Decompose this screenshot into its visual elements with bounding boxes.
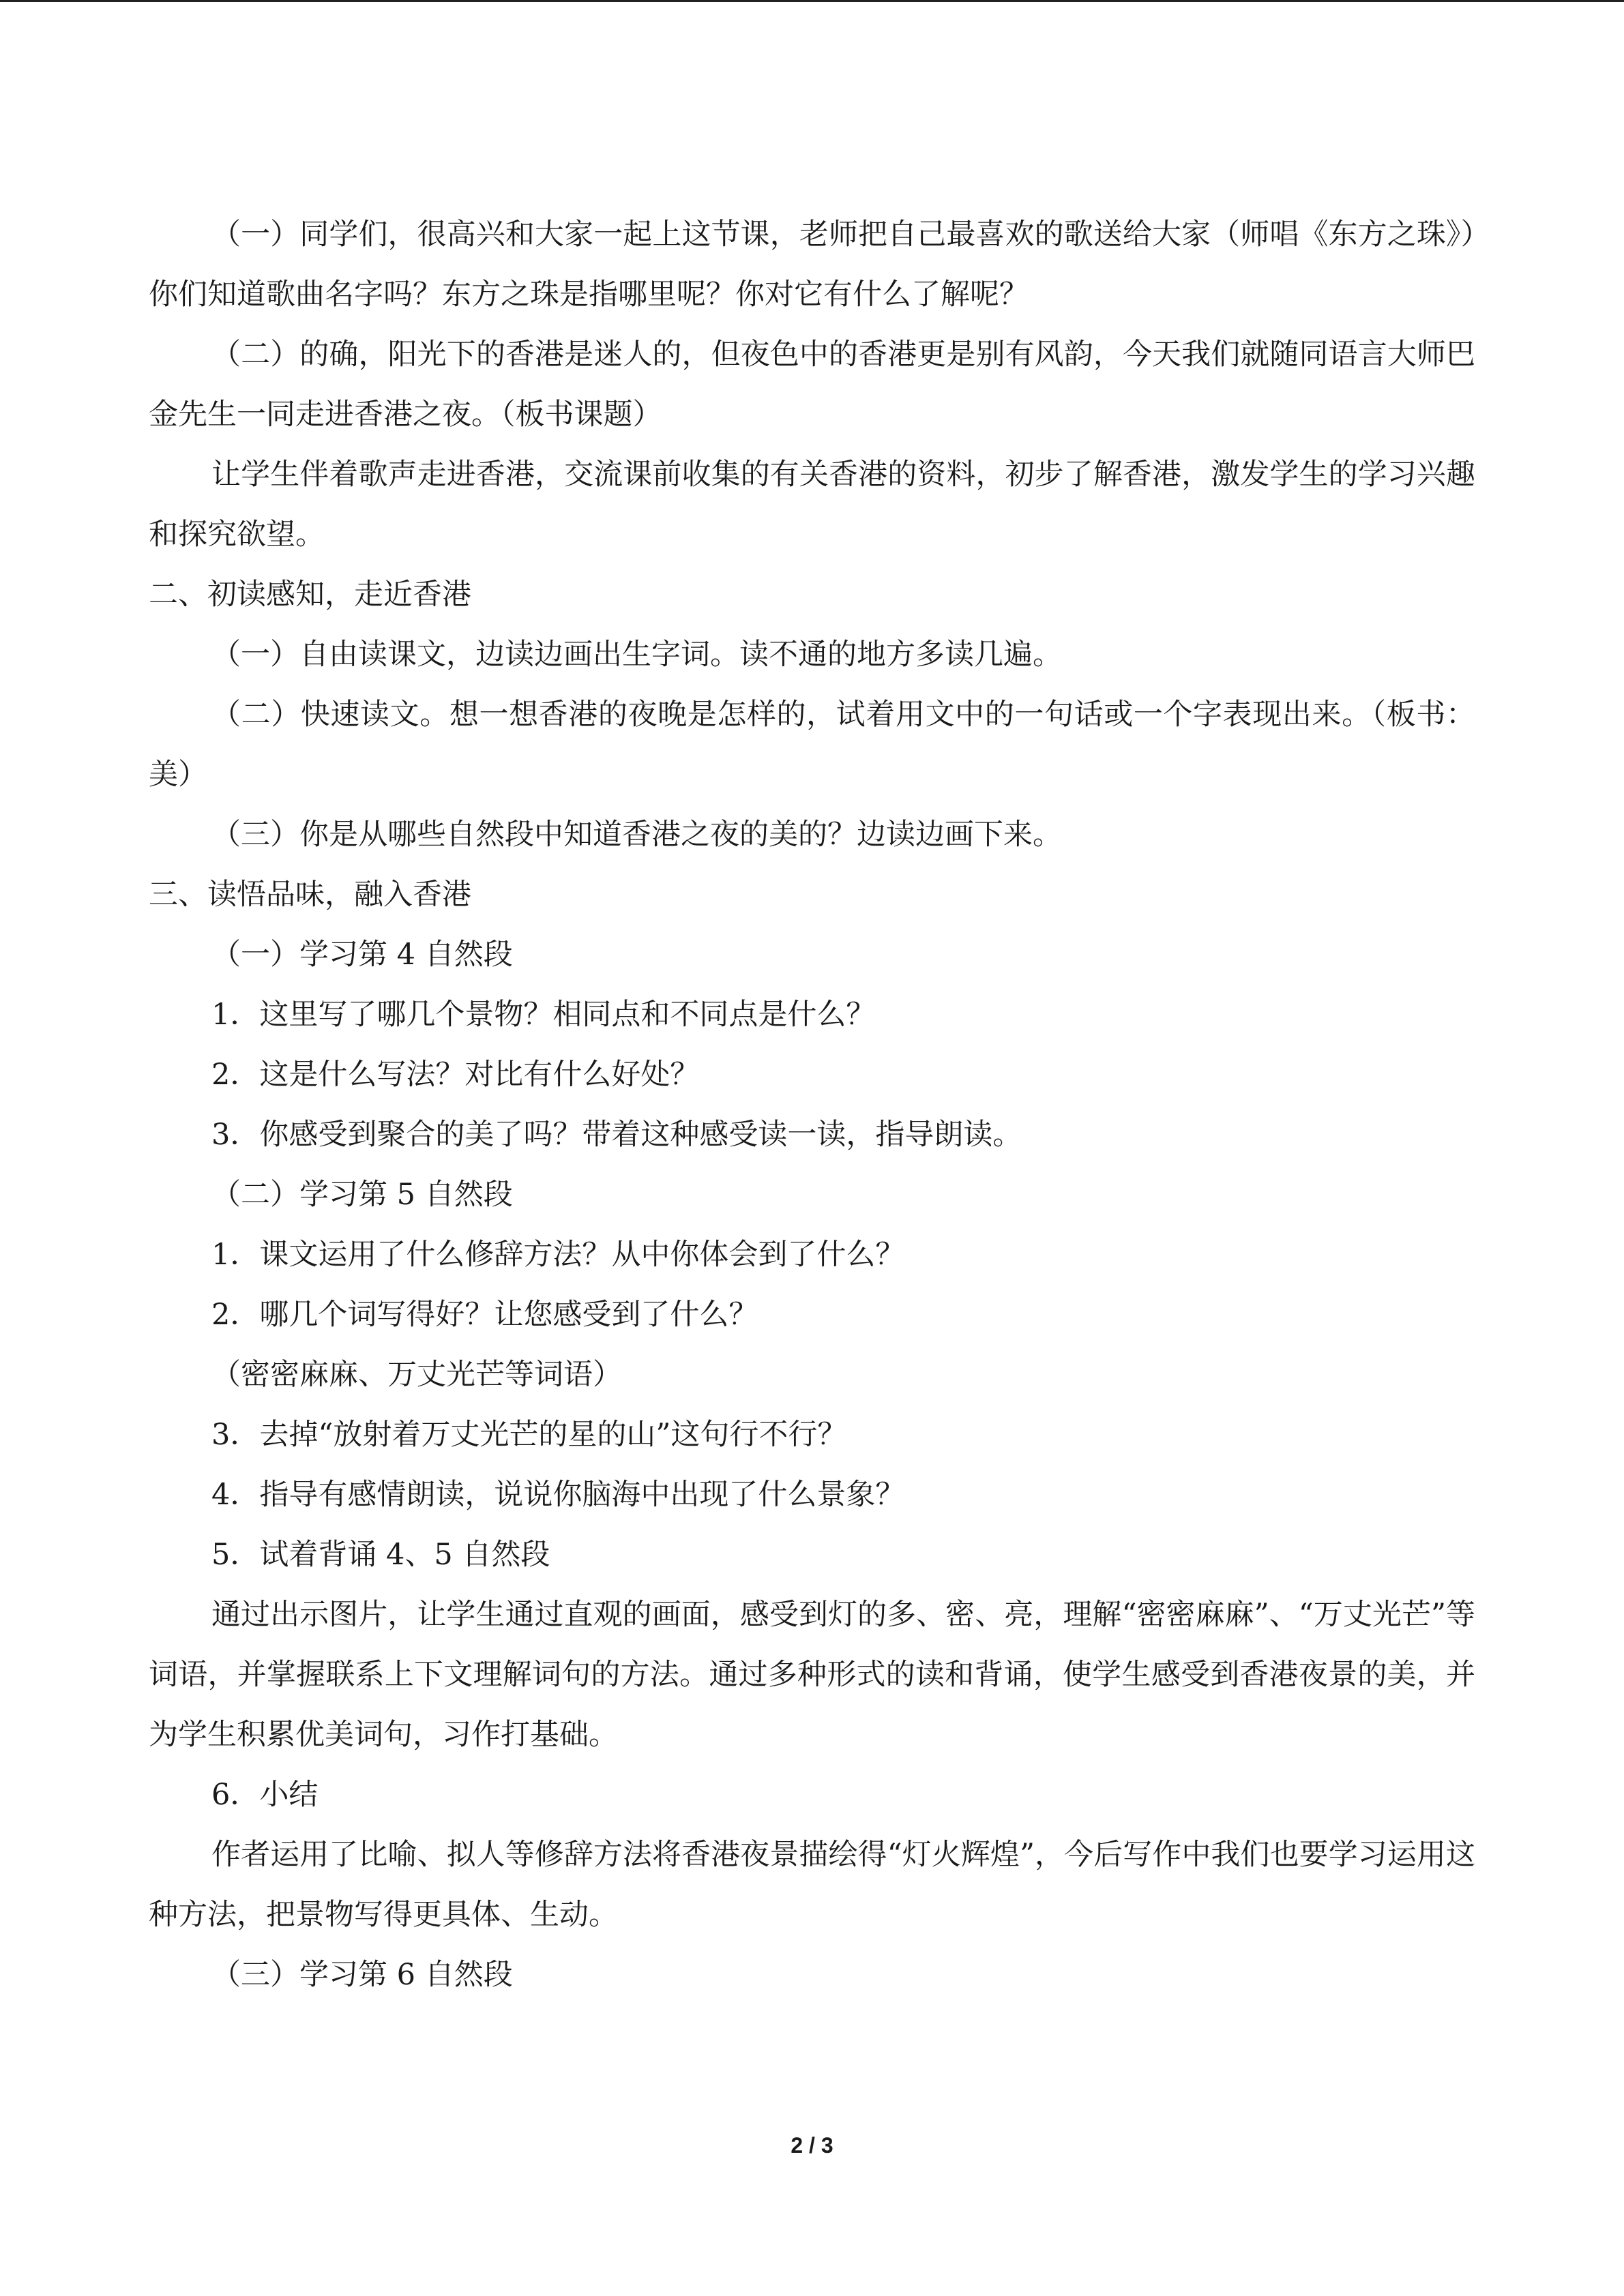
note-line: （密密麻麻、万丈光芒等词语） xyxy=(211,1358,622,1392)
subsection-heading: （一）学习第 4 自然段 xyxy=(211,938,513,972)
subsection-heading: （二）学习第 5 自然段 xyxy=(211,1178,513,1212)
text-line: （三）你是从哪些自然段中知道香港之夜的美的？边读边画下来。 xyxy=(211,818,1062,852)
list-item: 6．小结 xyxy=(211,1778,319,1812)
text-line: （一）自由读课文，边读边画出生字词。读不通的地方多读几遍。 xyxy=(211,638,1062,672)
list-item: 3．你感受到聚合的美了吗？带着这种感受读一读，指导朗读。 xyxy=(211,1118,1022,1152)
list-item: 2．哪几个词写得好？让您感受到了什么？ xyxy=(211,1298,758,1332)
list-item: 4．指导有感情朗读，说说你脑海中出现了什么景象？ xyxy=(211,1478,905,1512)
list-item: 5．试着背诵 4、5 自然段 xyxy=(211,1538,550,1572)
paragraph: （一）同学们，很高兴和大家一起上这节课，老师把自己最喜欢的歌送给大家（师唱《东方之珠》）你们知道歌曲名字吗？东方之珠是指哪里呢？你对它有什么了解呢？ xyxy=(149,218,1475,312)
list-item: 1．这里写了哪几个景物？相同点和不同点是什么？ xyxy=(211,998,876,1032)
list-item: 1．课文运用了什么修辞方法？从中你体会到了什么？ xyxy=(211,1238,905,1272)
subsection-heading: （三）学习第 6 自然段 xyxy=(211,1958,513,1992)
list-item: 2．这是什么写法？对比有什么好处？ xyxy=(211,1058,700,1092)
section-heading: 三、读悟品味，融入香港 xyxy=(149,878,471,912)
page-top-border xyxy=(0,0,1624,2)
paragraph: 让学生伴着歌声走进香港，交流课前收集的有关香港的资料，初步了解香港，激发学生的学习兴趣和探究欲望。 xyxy=(149,458,1475,552)
paragraph: （二）快速读文。想一想香港的夜晚是怎样的，试着用文中的一句话或一个字表现出来。（板书：美） xyxy=(149,698,1475,792)
paragraph: 作者运用了比喻、拟人等修辞方法将香港夜景描绘得“灯火辉煌”，今后写作中我们也要学习运用这种方法，把景物写得更具体、生动。 xyxy=(149,1838,1475,1932)
document-body xyxy=(149,205,1475,2005)
paragraph: （二）的确，阳光下的香港是迷人的，但夜色中的香港更是别有风韵，今天我们就随同语言大师巴金先生一同走进香港之夜。（板书课题） xyxy=(149,338,1475,432)
page-number: 2 / 3 xyxy=(791,2133,833,2158)
section-heading: 二、初读感知，走近香港 xyxy=(149,578,471,612)
paragraph: 通过出示图片，让学生通过直观的画面，感受到灯的多、密、亮，理解“密密麻麻”、“万丈光芒”等词语，并掌握联系上下文理解词句的方法。通过多种形式的读和背诵，使学生感受到香港夜景的美，并为学生积累优美词句，习作打基础。 xyxy=(149,1598,1475,1752)
list-item: 3．去掉“放射着万丈光芒的星的山”这句行不行？ xyxy=(211,1418,847,1452)
